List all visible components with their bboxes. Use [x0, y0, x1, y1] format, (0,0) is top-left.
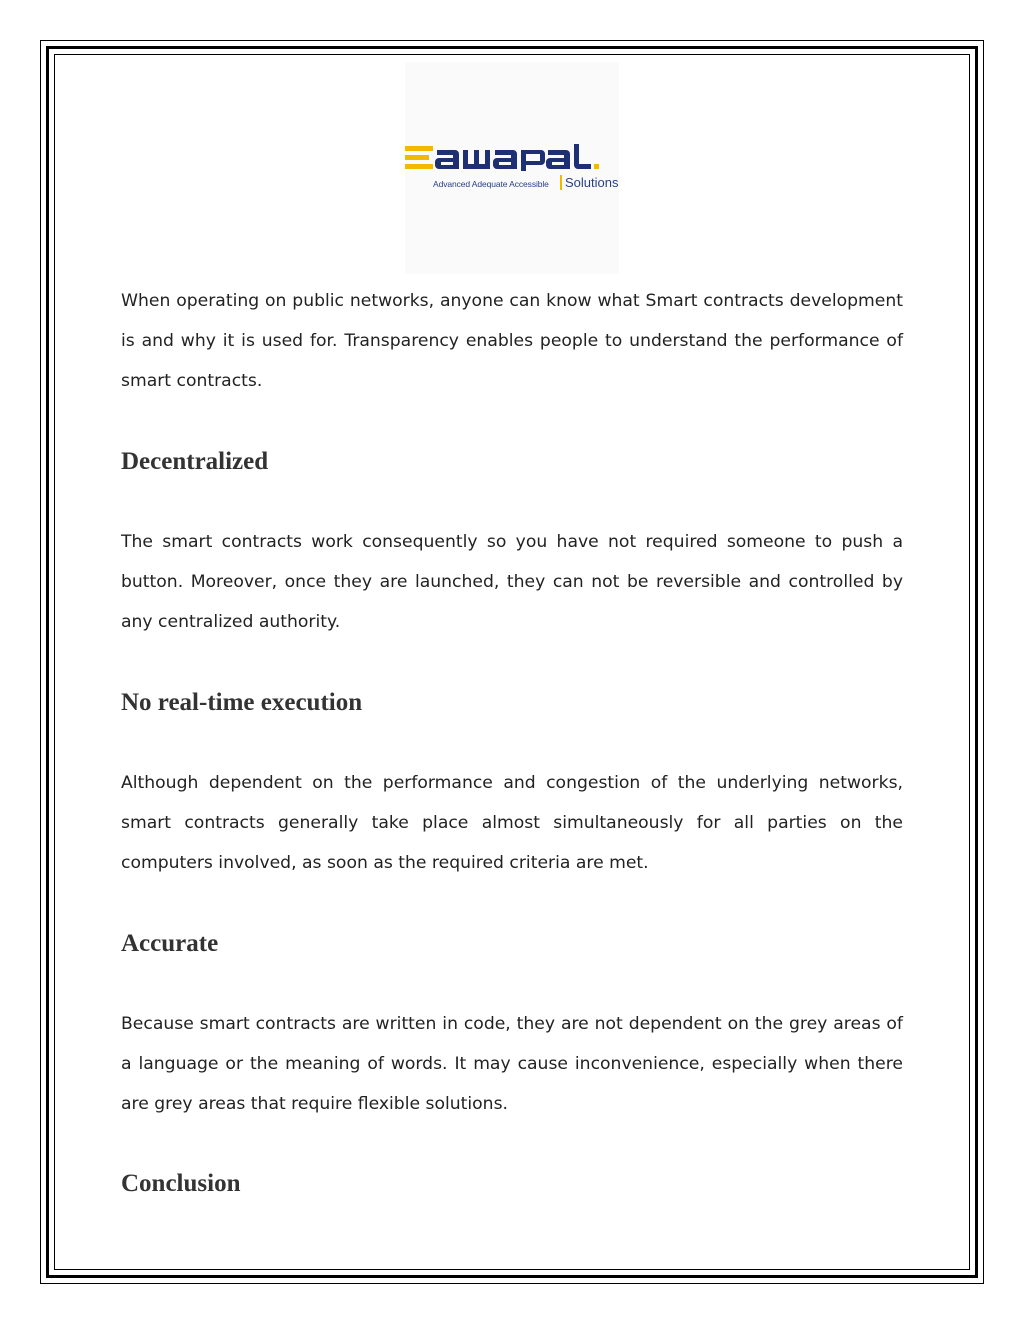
accurate-heading-wrap	[121, 929, 903, 959]
decentralized-heading: Decentralized	[121, 448, 269, 475]
logo-tagline: Advanced Adequate Accessible	[433, 179, 549, 189]
accurate-section	[121, 1004, 903, 1125]
accurate-heading: Accurate	[121, 930, 219, 957]
logo-solutions: Solutions	[560, 175, 618, 190]
realtime-section	[121, 763, 903, 884]
intro-section	[121, 281, 903, 402]
decentralized-heading-wrap	[121, 447, 903, 477]
realtime-heading: No real-time execution	[121, 689, 363, 716]
awapal-logo	[405, 62, 619, 274]
realtime-paragraph: Although dependent on the performance and congestion of the underlying networks, smart contracts generally take place almost simultaneously for all parties on the computers involved, as soon as the required criteria are met.	[121, 773, 903, 874]
conclusion-heading: Conclusion	[121, 1170, 241, 1197]
accurate-paragraph: Because smart contracts are written in code, they are not dependent on the grey areas of a language or the meaning of words. It may cause inconvenience, especially when there are grey areas that require flexible solutions.	[121, 1014, 903, 1115]
decentralized-paragraph: The smart contracts work consequently so you have not required someone to push a button. Moreover, once they are launched, they can not be reversible and controlled by any centralized authority.	[121, 532, 903, 633]
realtime-heading-wrap	[121, 688, 903, 718]
intro-paragraph: When operating on public networks, anyone can know what Smart contracts development is and why it is used for. Transparency enables people to understand the performance of smart contracts.	[121, 291, 903, 392]
decentralized-section	[121, 522, 903, 643]
conclusion-heading-wrap	[121, 1169, 903, 1199]
